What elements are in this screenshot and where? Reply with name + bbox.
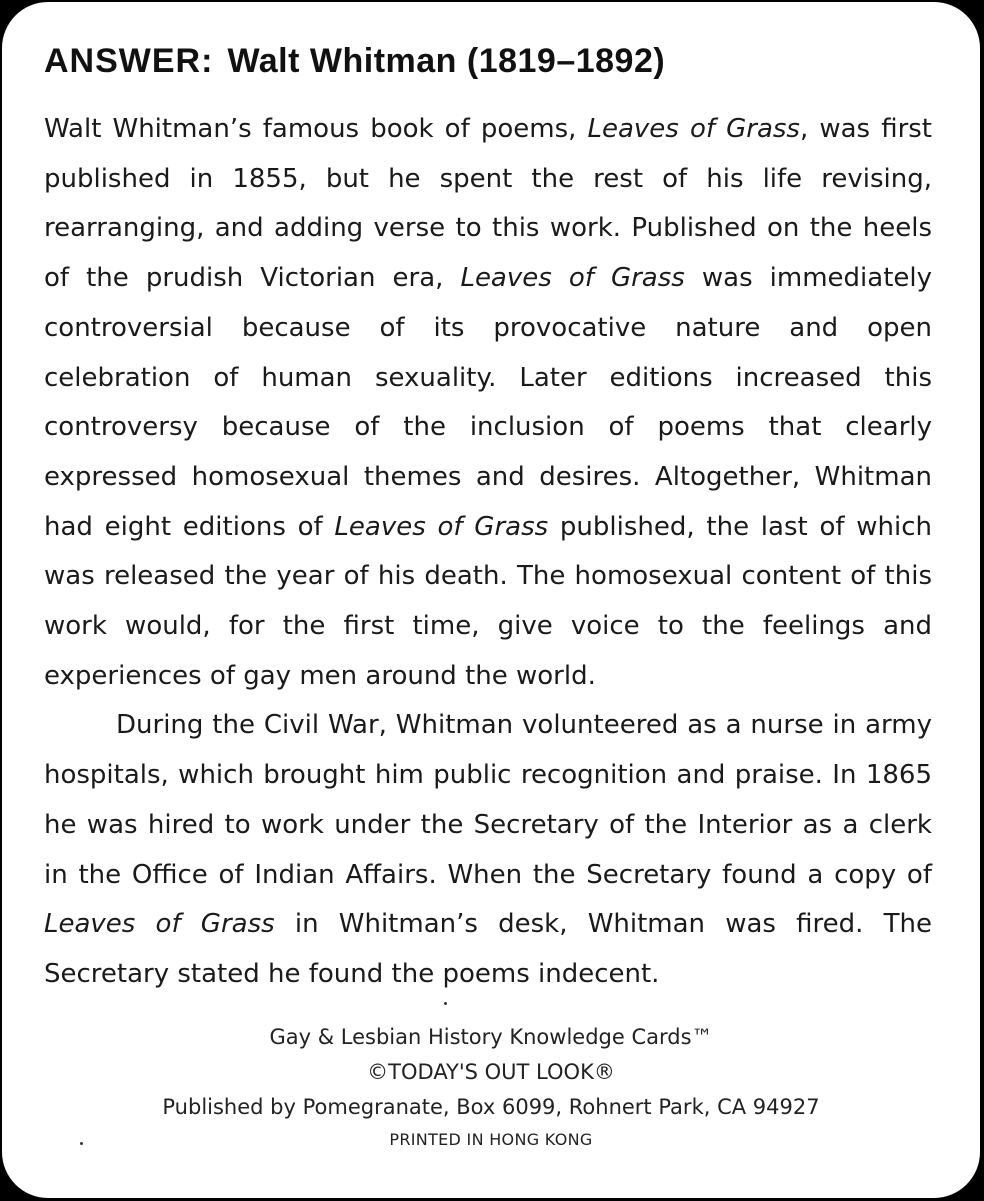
book-title: Leaves of Grass (334, 511, 549, 542)
card-body (44, 105, 932, 1000)
paragraph-1-text: Walt Whitman’s famous book of poems, (44, 114, 588, 144)
paragraph-1 (44, 105, 932, 701)
copyright-line: ©TODAY'S OUT LOOK® (367, 1060, 615, 1084)
knowledge-card (2, 2, 980, 1198)
book-title: Leaves of Grass (460, 263, 685, 294)
paragraph-1-text: published, the last of which was released the year of his death. The homosexual content of this work would, for the first time, give voice to the feelings and experiences of gay men around the world. (44, 511, 932, 691)
answer-title: Walt Whitman (1819–1892) (227, 42, 666, 80)
book-title: Leaves of Grass (44, 909, 275, 940)
paragraph-2-text: During the Civil War, Whitman volunteered as a nurse in army hospitals, which brought him public recognition and praise. In 1865 he was hired to work under the Secretary of the Interior as a clerk in the Office of Indian Affairs. When the Secretary found a copy of (44, 710, 932, 890)
paragraph-1-text: , was first published in 1855, but he spent the rest of his life revising, rearranging, and adding verse to this work. Published on the heels of the prudish Victorian era, (44, 114, 933, 294)
card-footer (2, 1020, 980, 1155)
print-speck (444, 1002, 447, 1005)
series-name: Gay & Lesbian History Knowledge Cards™ (269, 1025, 713, 1049)
book-title: Leaves of Grass (587, 114, 800, 144)
publisher-line: Published by Pomegranate, Box 6099, Rohnert Park, CA 94927 (162, 1095, 820, 1119)
printed-line: PRINTED IN HONG KONG (389, 1130, 593, 1149)
answer-label: ANSWER: (44, 42, 214, 80)
paragraph-1-text: was immediately controversial because of its provocative nature and open celebration of human sexuality. Later editions increased this controversy because of the inclusion of poems that clearly expressed homosexual themes and desires. Altogether, Whitman had eight editions of (44, 263, 933, 542)
paragraph-2-text: in Whitman’s desk, Whitman was fired. The Secretary stated he found the poems indecent. (44, 909, 932, 989)
print-speck (80, 1142, 83, 1145)
answer-heading (44, 42, 665, 81)
paragraph-2 (44, 701, 932, 999)
